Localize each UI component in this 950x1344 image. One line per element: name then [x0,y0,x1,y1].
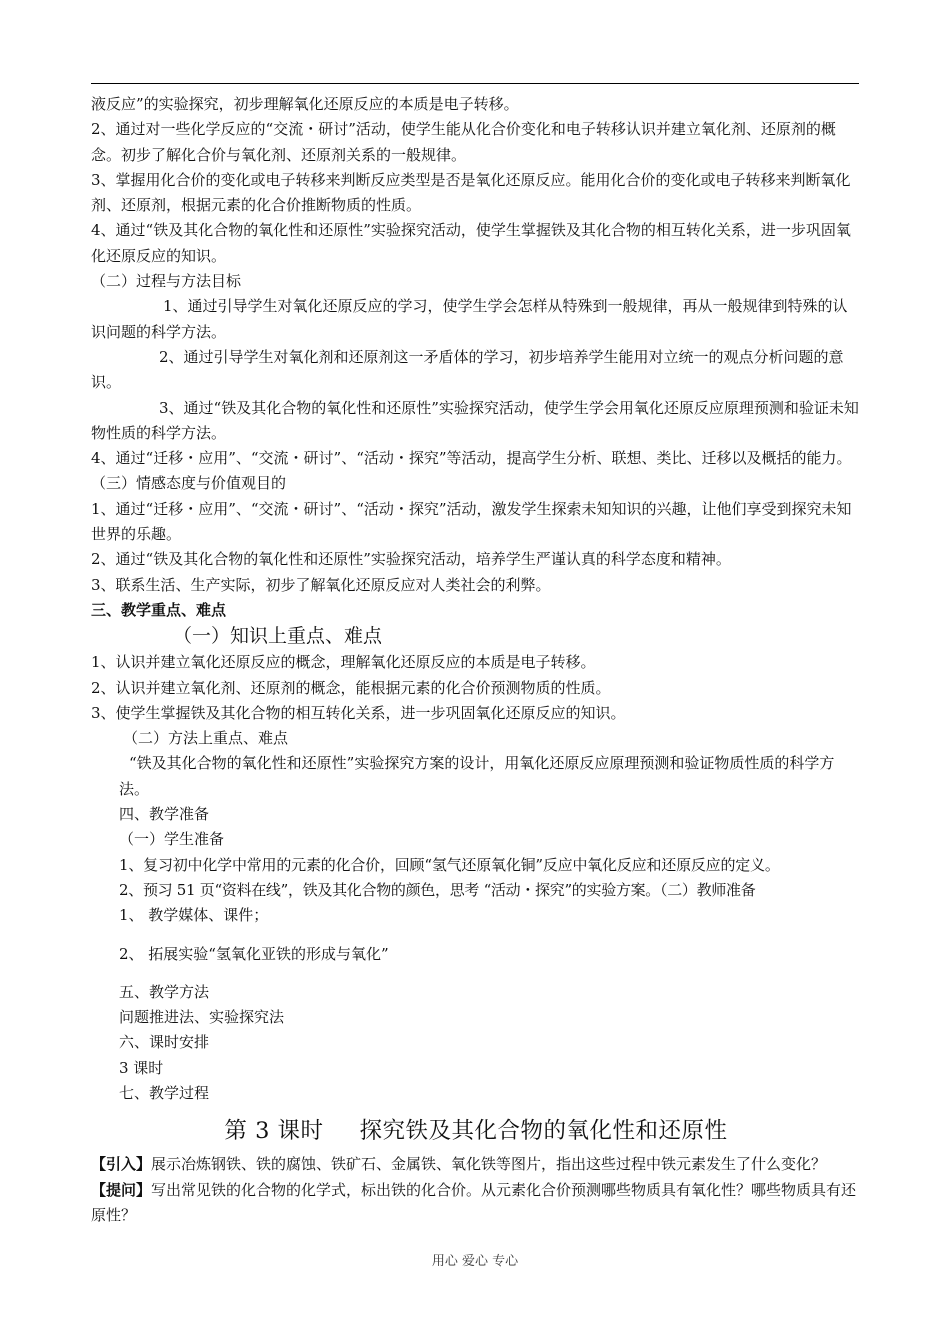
paragraph-method: “铁及其化合物的氧化性和还原性”实验探究方案的设计，用氧化还原反应原理预测和验证物质性质的科学方法。 [119,754,835,798]
section-heading-process: 七、教学过程 [119,1083,210,1102]
subheading-process-goals: （二）过程与方法目标 [91,272,242,291]
section-heading-key-points: 三、教学重点、难点 [91,600,227,619]
paragraph: 2、通过“铁及其化合物的氧化性和还原性”实验探究活动，培养学生严谨认真的科学态度和精神。 [91,550,731,569]
paragraph: 3、掌握用化合价的变化或电子转移来判断反应类型是否是氧化还原反应。能用化合价的变化或电子转移来判断氧化剂、还原剂，根据元素的化合价推断物质的性质。 [91,170,851,215]
paragraph-process-2 [91,345,861,396]
paragraph-methods: 问题推进法、实验探究法 [119,1008,285,1027]
paragraph: 1、通过“迁移・应用”、“交流・研讨”、“活动・探究”活动，激发学生探索未知知识的兴趣，让他们享受到探究未知世界的乐趣。 [91,499,852,544]
paragraph: 2、通过对一些化学反应的“交流・研讨”活动，使学生能从化合价变化和电子转移认识并建立氧化剂、还原剂的概念。初步了解化合价与氧化剂、还原剂关系的一般规律。 [91,120,836,164]
chapter-title [91,1116,861,1146]
chapter-title-lesson: 第 3 课时 [224,1118,324,1145]
spacer [91,929,861,942]
paragraph-question [91,1178,861,1229]
subheading-student-prep: （一）学生准备 [119,830,225,849]
paragraph: 4、通过“迁移・应用”、“交流・研讨”、“活动・探究”等活动，提高学生分析、联想、类比、迁移以及概括的能力。 [91,449,852,468]
paragraph-process-1 [91,294,861,345]
intro-text: 展示冶炼钢铁、铁的腐蚀、铁矿石、金属铁、氧化铁等图片，指出这些过程中铁元素发生了什么变化？ [151,1155,827,1174]
list-item: 2、认识并建立氧化剂、还原剂的概念，能根据元素的化合价预测物质的性质。 [91,678,611,697]
document-body [91,92,861,1228]
section-heading-preparation: 四、教学准备 [119,805,210,824]
question-text: 写出常见铁的化合物的化学式，标出铁的化合价。从元素化合价预测哪些物质具有氧化性？哪些物质具有还原性？ [91,1180,857,1224]
subheading-emotion-goals: （三）情感态度与价值观目的 [91,474,287,493]
paragraph-student-prep-2: 2、预习 51 页“资料在线”，铁及其化合物的颜色，思考 “活动・探究”的实验方案。（二）教师准备 [119,880,756,899]
subheading-method-key-points: （二）方法上重点、难点 [123,729,289,748]
paragraph-text: 3、通过“铁及其化合物的氧化性和还原性”实验探究活动，使学生学会用氧化还原反应原理预测和验证未知物性质的科学方法。 [91,398,859,442]
spacer [91,967,861,980]
paragraph-teacher-prep-2: 2、 拓展实验“氢氧化亚铁的形成与氧化” [119,944,389,963]
list-item: 1、认识并建立氧化还原反应的概念，理解氧化还原反应的本质是电子转移。 [91,653,596,672]
paragraph-schedule: 3 课时 [119,1058,164,1077]
paragraph-text: 2、通过引导学生对氧化剂和还原剂这一矛盾体的学习，初步培养学生能用对立统一的观点分析问题的意识。 [91,347,844,392]
paragraph-process-3 [91,396,861,447]
page-footer: 用心 爱心 专心 [431,1254,519,1269]
paragraph: 4、通过“铁及其化合物的氧化性和还原性”实验探究活动，使学生掌握铁及其化合物的相互转化关系，进一步巩固氧化还原反应的知识。 [91,221,851,265]
list-item: 3、使学生掌握铁及其化合物的相互转化关系，进一步巩固氧化还原反应的知识。 [91,703,626,722]
paragraph-student-prep-1: 1、复习初中化学中常用的元素的化合价，回顾“氢气还原氧化铜”反应中氧化反应和还原反应的定义。 [119,855,780,874]
paragraph-intro [91,1152,861,1177]
section-heading-schedule: 六、课时安排 [119,1033,210,1052]
paragraph: 液反应”的实验探究，初步理解氧化还原反应的本质是电子转移。 [91,95,519,113]
paragraph-text: 1、通过引导学生对氧化还原反应的学习，使学生学会怎样从特殊到一般规律，再从一般规律到特殊的认识问题的科学方法。 [91,297,848,341]
paragraph: 3、联系生活、生产实际，初步了解氧化还原反应对人类社会的利弊。 [91,575,551,594]
paragraph-teacher-prep-1: 1、 教学媒体、课件； [119,906,269,925]
chapter-title-topic: 探究铁及其化合物的氧化性和还原性 [359,1118,728,1145]
header-rule [91,83,859,84]
question-tag: 【提问】 [91,1180,152,1199]
section-heading-methods: 五、教学方法 [119,982,210,1001]
subheading-knowledge-key-points: （一）知识上重点、难点 [173,625,383,648]
intro-tag: 【引入】 [91,1155,152,1174]
